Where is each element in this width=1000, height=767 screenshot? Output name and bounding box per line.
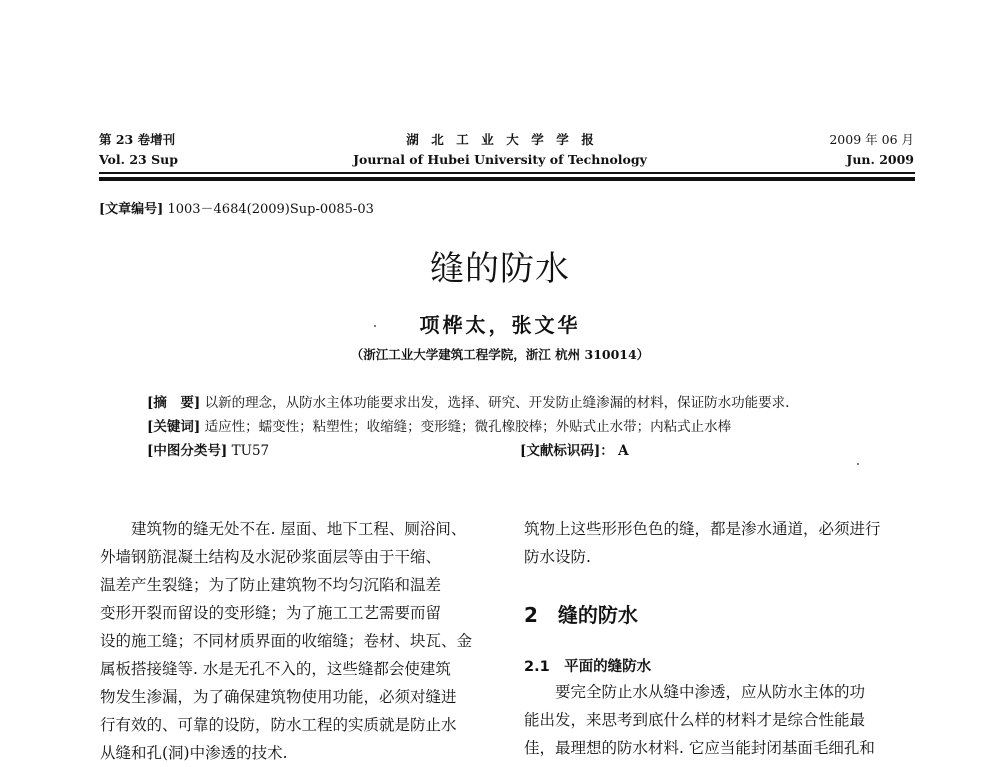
abstract-label: [摘 要] [147,395,201,411]
right-column-paragraph [524,678,916,762]
body-line: 从缝和孔(洞)中渗透的技术. [100,744,288,762]
document-code-label: [文献标识码]： [520,443,614,459]
body-line: 要完全防止水从缝中渗透，应从防水主体的功 [555,683,866,701]
body-line: 物发生渗漏，为了确保建筑物使用功能，必须对缝进 [100,688,457,706]
keywords-label: [关键词] [147,419,201,435]
issue-date-cn: 2009 年 06 月 [829,132,914,147]
classification-value: TU57 [231,443,270,459]
header-rule-thin [99,172,915,174]
document-code-value: A [618,443,629,459]
header-rule-thick [99,177,915,181]
subsection-heading: 2.1 平面的缝防水 [524,659,652,675]
journal-name-cn: 湖 北 工 业 大 学 学 报 [406,132,594,147]
affiliation: （浙江工业大学建筑工程学院，浙江 杭州 310014） [350,347,650,362]
article-number [99,198,374,217]
body-line: 设的施工缝；不同材质界面的收缩缝；卷材、块瓦、金 [100,632,473,650]
body-line: 筑物上这些形形色色的缝，都是渗水通道，必须进行 [524,520,881,538]
paper-title: 缝的防水 [430,249,570,289]
volume-issue-cn: 第 23 卷增刊 [99,132,176,147]
authors: 项桦太，张文华 [419,313,581,337]
body-line: 行有效的、可靠的设防，防水工程的实质就是防止水 [100,716,457,734]
body-line: 属板搭接缝等. 水是无孔不入的，这些缝都会使建筑 [100,660,451,678]
section-heading: 2 缝的防水 [524,603,638,627]
abstract [147,394,789,412]
scan-speck [857,463,859,465]
article-number-value: 1003－4684(2009)Sup-0085-03 [167,202,374,217]
issue-date-en: Jun. 2009 [846,152,914,167]
keywords [147,418,731,436]
keywords-text: 适应性；蠕变性；粘塑性；收缩缝；变形缝；微孔橡胶棒；外贴式止水带；内粘式止水棒 [204,419,732,435]
body-line: 变形开裂而留设的变形缝；为了施工工艺需要而留 [100,604,442,622]
body-line: 防水设防. [524,548,591,566]
body-line: 佳，最理想的防水材料. 它应当能封闭基面毛细孔和 [524,739,875,757]
body-line: 建筑物的缝无处不在. 屋面、地下工程、厕浴间、 [131,520,467,538]
body-line: 温差产生裂缝；为了防止建筑物不均匀沉陷和温差 [100,576,442,594]
classification [147,442,269,460]
article-number-label: [文章编号] [99,202,164,217]
right-column-continuation [524,515,916,571]
journal-name-en: Journal of Hubei University of Technology [353,152,647,167]
classification-label: [中图分类号] [147,443,228,459]
document-code [520,442,629,460]
body-line: 能出发，来思考到底什么样的材料才是综合性能最 [524,711,866,729]
abstract-text: 以新的理念，从防水主体功能要求出发，选择、研究、开发防止缝渗漏的材料，保证防水功能要求. [204,395,790,411]
volume-issue-en: Vol. 23 Sup [99,152,178,167]
body-line: 外墙钢筋混凝土结构及水泥砂浆面层等由于干缩、 [100,548,442,566]
left-column [100,515,492,767]
